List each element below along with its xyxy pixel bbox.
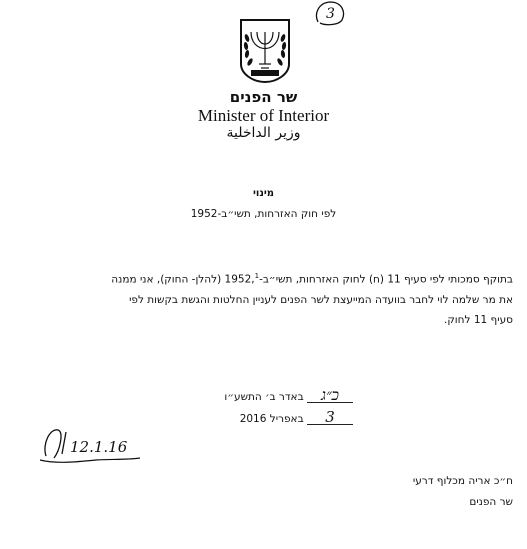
gregorian-date: [240, 410, 353, 425]
title-english: Minister of Interior: [197, 106, 330, 125]
handwritten-signature: [36, 420, 146, 470]
body-line-2: את מר שלמה לוי לחבר בוועדה המייעצת לשר הפנים לעניין החלטות והגשת בקשות לפי: [129, 293, 513, 306]
gregorian-day-handwritten: 3: [307, 410, 353, 425]
body-line-1-part-a: בתוקף סמכותי לפי סעיף 11 (ח) לחוק האזרחות, תשי״ב-1952,: [224, 273, 513, 286]
document-heading: מינוי: [252, 188, 275, 199]
body-line-1-part-b: (להלן- החוק), אני ממנה: [111, 273, 225, 286]
signer-name: ח״כ אריה מכלוף דרעי: [412, 475, 513, 487]
appointment-body: [58, 266, 513, 330]
hebrew-date: [224, 388, 353, 403]
footnote-mark: 1: [254, 272, 260, 280]
document-subheading: לפי חוק האזרחות, תשי״ב-1952: [190, 208, 337, 220]
signature-date-text: 12.1.16: [70, 438, 128, 456]
body-line-1: [58, 266, 513, 290]
handwritten-page-number: [312, 0, 348, 26]
state-emblem-icon: [237, 18, 293, 84]
title-hebrew: שר הפנים: [229, 88, 298, 106]
gregorian-date-suffix: באפריל 2016: [239, 413, 304, 425]
title-arabic: وزير الداخلية: [226, 125, 301, 141]
hebrew-date-suffix: באדר ב׳ התשע״ו: [224, 391, 304, 403]
hebrew-date-handwritten: כ״ג: [307, 388, 353, 403]
body-line-3: סעיף 11 לחוק.: [444, 313, 513, 326]
signer-title: שר הפנים: [469, 496, 513, 508]
page-number-text: 3: [326, 6, 335, 22]
